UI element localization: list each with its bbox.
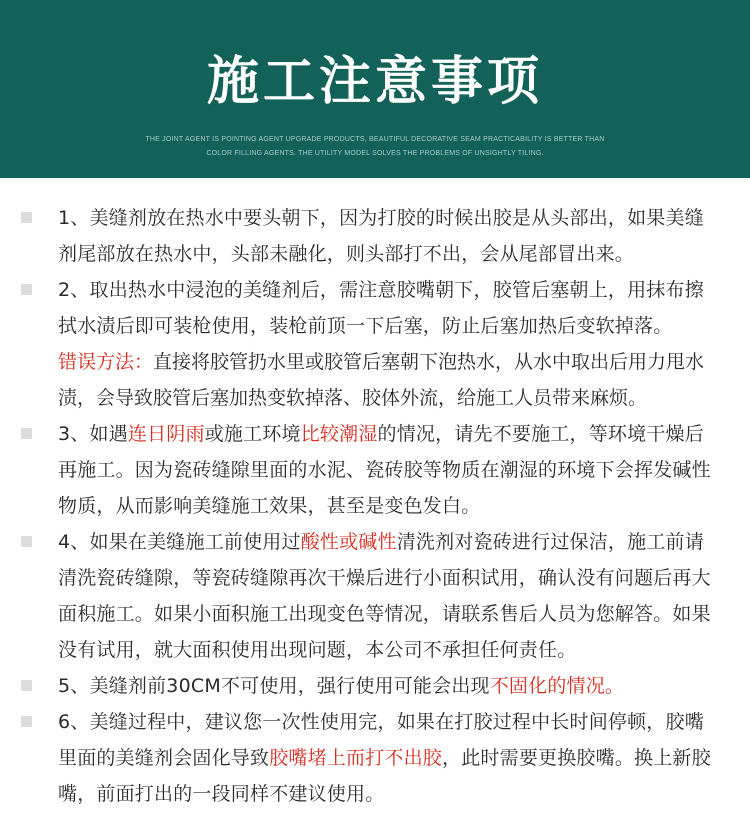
highlight-text: 胶嘴堵上而打不出胶 <box>269 747 443 769</box>
list-item <box>0 704 750 812</box>
square-bullet-icon <box>21 284 32 295</box>
page-subtitle: THE JOINT AGENT IS POINTING AGENT UPGRADE PRODUCTS, BEAUTIFUL DECORATIVE SEAM PRACTICABILITY IS BETTER THAN COLOR FILLING AGENTS. THE UTILITY MODEL SOLVES THE PROBLEMS OF UNSIGHTLY TILING. <box>145 136 605 157</box>
square-bullet-icon <box>21 536 32 547</box>
text-segment: 5、美缝剂前30CM不可使用，强行使用可能会出现 <box>58 675 490 697</box>
text-segment: 6、美缝过程中，建议您一次性使用完，如果在打胶过程中长时间停顿，胶嘴里面的美缝剂会固化导致 <box>58 711 704 769</box>
item-text: 1、美缝剂放在热水中要头朝下，因为打胶的时候出胶是从头部出，如果美缝剂尾部放在热水中，头部未融化，则头部打不出，会从尾部冒出来。 <box>58 207 704 265</box>
wrong-method-label: 错误方法： <box>58 351 154 373</box>
highlight-text: 酸性或碱性 <box>300 531 397 553</box>
item-text: 2、取出热水中浸泡的美缝剂后，需注意胶嘴朝下，胶管后塞朝上，用抹布擦拭水渍后即可装枪使用，装枪前顶一下后塞，防止后塞加热后变软掉落。 <box>58 279 704 337</box>
page-title: 施工注意事项 <box>206 52 543 112</box>
highlight-text: 连日阴雨 <box>127 423 205 445</box>
square-bullet-icon <box>21 680 32 691</box>
text-segment: 3、如遇 <box>58 423 128 445</box>
list-item <box>0 272 750 344</box>
notice-list <box>0 200 750 812</box>
item-text <box>58 524 720 668</box>
text-segment: ，此时需要更换胶嘴。换上新胶嘴，前面打出的一段同样不建议使用。 <box>58 747 711 805</box>
square-bullet-icon <box>21 716 32 727</box>
wrong-method-note <box>0 344 750 416</box>
text-segment: 的情况，请先不要施工，等环境干燥后再施工。因为瓷砖缝隙里面的水泥、瓷砖胶等物质在潮湿的环境下会挥发碱性物质，从而影响美缝施工效果，甚至是变色发白。 <box>58 423 711 517</box>
square-bullet-icon <box>21 212 32 223</box>
highlight-text: 比较潮湿 <box>300 423 378 445</box>
list-item <box>0 416 750 524</box>
item-text <box>58 668 720 704</box>
text-segment: 或施工环境 <box>204 423 301 445</box>
list-item <box>0 524 750 668</box>
text-segment: 4、如果在美缝施工前使用过 <box>58 531 301 553</box>
wrong-method-text: 直接将胶管扔水里或胶管后塞朝下泡热水，从水中取出后用力甩水渍，会导致胶管后塞加热变软掉落、胶体外流，给施工人员带来麻烦。 <box>58 351 705 409</box>
square-bullet-icon <box>21 428 32 439</box>
highlight-text: 不固化的情况。 <box>489 675 625 697</box>
header-banner <box>0 0 750 178</box>
list-item <box>0 200 750 272</box>
item-text <box>58 416 720 524</box>
text-segment: 清洗剂对瓷砖进行过保洁，施工前请清洗瓷砖缝隙，等瓷砖缝隙再次干燥后进行小面积试用，确认没有问题后再大面积施工。如果小面积施工出现变色等情况，请联系售后人员为您解答。如果没有试用，就大面积使用出现问题，本公司不承担任何责任。 <box>58 531 711 661</box>
item-text <box>58 704 720 812</box>
list-item <box>0 668 750 704</box>
